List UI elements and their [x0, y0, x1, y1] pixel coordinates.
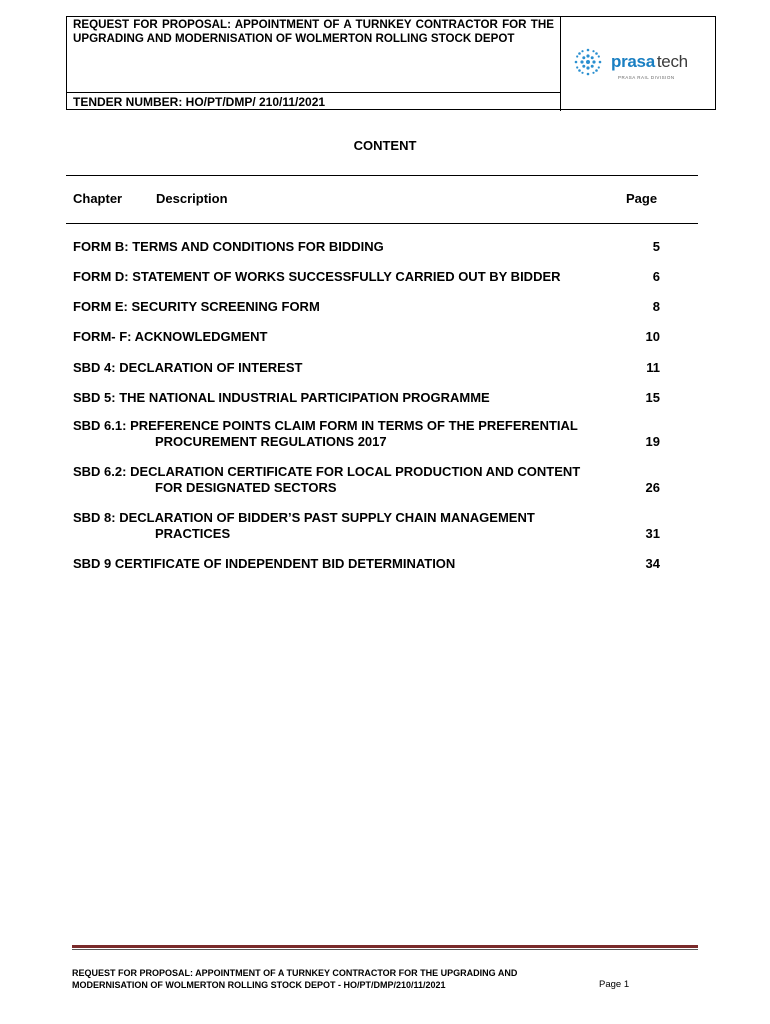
toc-item-title [73, 329, 660, 345]
toc-item-title-line: SBD 5: THE NATIONAL INDUSTRIAL PARTICIPATION PROGRAMME [73, 390, 490, 405]
toc-item [73, 418, 660, 450]
toc-item-page: 6 [652, 269, 660, 284]
toc-item [73, 360, 660, 376]
toc-item [73, 299, 660, 315]
toc-item-title-line: PROCUREMENT REGULATIONS 2017 [155, 434, 387, 449]
toc-item-title [73, 510, 660, 542]
footer-line-2: MODERNISATION OF WOLMERTON ROLLING STOCK DEPOT - HO/PT/DMP/210/11/2021 [72, 980, 446, 990]
table-header-rule [66, 223, 698, 224]
tender-number: TENDER NUMBER: HO/PT/DMP/ 210/11/2021 [67, 92, 561, 111]
logo-suffix: tech [656, 52, 688, 71]
column-header-chapter: Chapter [73, 191, 123, 206]
content-heading: CONTENT [353, 138, 417, 153]
prasa-logo-icon [571, 45, 605, 79]
toc-item-title-line: SBD 4: DECLARATION OF INTEREST [73, 360, 303, 375]
toc-item-page: 8 [652, 299, 660, 314]
column-header-description: Description [156, 191, 228, 206]
footer-text [72, 967, 602, 991]
toc-item-title [73, 390, 660, 406]
document-title: REQUEST FOR PROPOSAL: APPOINTMENT OF A TURNKEY CONTRACTOR FOR THE UPGRADING AND MODERNISATION OF WOLMERTON ROLLING STOCK DEPOT [67, 17, 561, 92]
toc-item-title-line: PRACTICES [155, 526, 231, 541]
column-header-page: Page [626, 191, 658, 206]
toc-item-title-line: FORM D: STATEMENT OF WORKS SUCCESSFULLY CARRIED OUT BY BIDDER [73, 269, 561, 284]
toc-item-title [73, 464, 660, 496]
toc-item [73, 269, 660, 285]
toc-item-title-line: SBD 9 CERTIFICATE OF INDEPENDENT BID DETERMINATION [73, 556, 456, 571]
toc-item [73, 510, 660, 542]
logo-brand: prasa [611, 52, 655, 71]
toc-item-title [73, 299, 660, 315]
toc-item-title-line: FORM B: TERMS AND CONDITIONS FOR BIDDING [73, 239, 384, 254]
toc-item-title [73, 360, 660, 376]
toc-item-page: 15 [645, 390, 660, 405]
toc-item-page: 10 [645, 329, 660, 344]
document-header [66, 16, 716, 110]
toc-item-page: 26 [645, 480, 660, 495]
toc-item-title-line: SBD 6.1: PREFERENCE POINTS CLAIM FORM IN TERMS OF THE PREFERENTIAL [73, 418, 578, 433]
toc-item [73, 239, 660, 255]
toc-item [73, 390, 660, 406]
footer-line-1: REQUEST FOR PROPOSAL: APPOINTMENT OF A TURNKEY CONTRACTOR FOR THE UPGRADING AND [72, 968, 518, 978]
toc-item-title-line: FOR DESIGNATED SECTORS [155, 480, 337, 495]
toc-item [73, 464, 660, 496]
toc-item-page: 31 [645, 526, 660, 541]
logo-tagline: PRASA RAIL DIVISION [618, 75, 675, 80]
toc-item-title [73, 556, 660, 572]
toc-item-page: 11 [646, 360, 660, 375]
logo-wordmark [611, 52, 688, 72]
toc-item-page: 34 [645, 556, 660, 571]
toc-item-page: 19 [645, 434, 660, 449]
toc-item-page: 5 [652, 239, 660, 254]
table-top-rule [66, 175, 698, 176]
toc-item [73, 556, 660, 572]
toc-item-title [73, 269, 660, 285]
toc-item-title [73, 239, 660, 255]
toc-item-title [73, 418, 660, 450]
footer-page-number: Page 1 [599, 979, 630, 990]
toc-item-title-line: FORM- F: ACKNOWLEDGMENT [73, 329, 268, 344]
prasa-tech-logo [561, 17, 717, 111]
toc-item [73, 329, 660, 345]
toc-item-title-line: SBD 8: DECLARATION OF BIDDER’S PAST SUPPLY CHAIN MANAGEMENT [73, 510, 535, 525]
toc-item-title-line: FORM E: SECURITY SCREENING FORM [73, 299, 320, 314]
footer-rule [72, 945, 698, 948]
toc-item-title-line: SBD 6.2: DECLARATION CERTIFICATE FOR LOCAL PRODUCTION AND CONTENT [73, 464, 581, 479]
footer-rule-thin [72, 949, 698, 950]
